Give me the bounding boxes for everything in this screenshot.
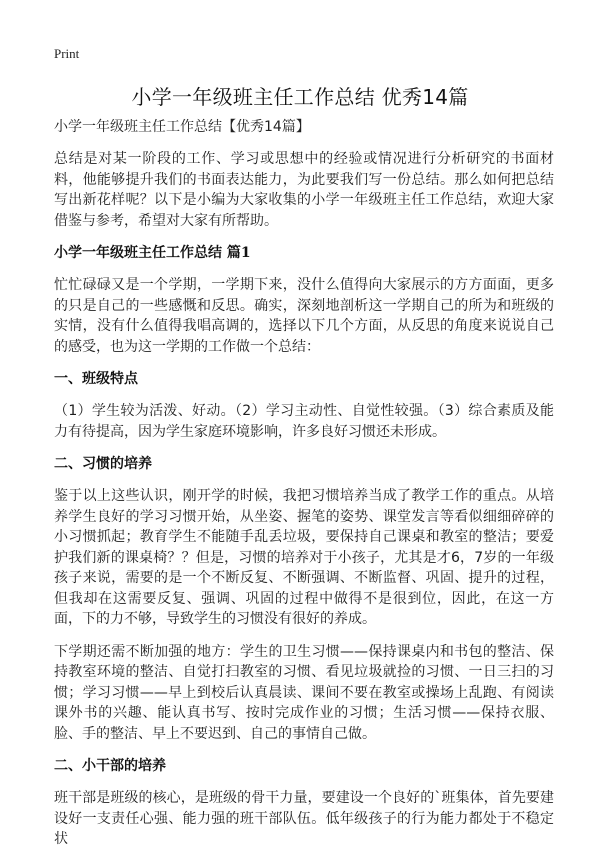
page-title: 小学一年级班主任工作总结 优秀14篇 xyxy=(131,85,469,109)
part-paragraph: 下学期还需不断加强的地方：学生的卫生习惯——保持课桌内和书包的整洁、保持教室环境的整洁、自觉打扫教室的习惯、看见垃圾就捡的习惯、一日三扫的习惯；学习习惯——早上到校后认真晨读、课间不要在教室或操场上乱跑、有阅读课外书的兴趣、能认真书写、按时完成作业的习惯；生活习惯——保持衣服、脸、手的整洁、早上不要迟到、自己的事情自己做。 xyxy=(54,643,554,742)
part-heading-class-features: 一、班级特点 xyxy=(54,371,138,387)
part-heading-habit-training: 二、习惯的培养 xyxy=(54,456,152,472)
intro-paragraph: 总结是对某一阶段的工作、学习或思想中的经验或情况进行分析研究的书面材料，他能够提升我们的书面表达能力，为此要我们写一份总结。那么如何把总结写出新花样呢？以下是小编为大家收集的小学一年级班主任工作总结，欢迎大家借鉴与参考，希望对大家有所帮助。 xyxy=(54,151,554,229)
print-label[interactable]: Print xyxy=(54,46,80,61)
part-heading-cadre-training: 二、小干部的培养 xyxy=(54,758,166,774)
section-title: 小学一年级班主任工作总结 篇1 xyxy=(54,245,251,261)
section-intro-paragraph: 忙忙碌碌又是一个学期，一学期下来，没什么值得向大家展示的方方面面，更多的只是自己的一些感慨和反思。确实，深刻地剖析这一学期自己的所为和班级的实情，没有什么值得我唱高调的，选择以下几个方面，从反思的角度来说说自己的感受，也为这一学期的工作做一个总结： xyxy=(54,277,554,355)
part-paragraph: （1）学生较为活泼、好动。（2）学习主动性、自觉性较强。（3）综合素质及能力有待提高，因为学生家庭环境影响，许多良好习惯还未形成。 xyxy=(54,403,554,440)
part-paragraph: 班干部是班级的核心，是班级的骨干力量，要建设一个良好的`班集体，首先要建设好一支责任心强、能力强的班干部队伍。低年级孩子的行为能力都处于不稳定状 xyxy=(54,790,554,847)
part-paragraph: 鉴于以上这些认识，刚开学的时候，我把习惯培养当成了教学工作的重点。从培养学生良好的学习习惯开始，从坐姿、握笔的姿势、课堂发言等看似细细碎碎的小习惯抓起；教育学生不能随手乱丢垃圾，要保持自己课桌和教室的整洁；要爱护我们新的课桌椅？？但是，习惯的培养对于小孩子，尤其是才6，7岁的一年级孩子来说，需要的是一个不断反复、不断强调、不断监督、巩固、提升的过程，但我却在这需要反复、强调、巩固的过程中做得不是很到位，因此，在这一方面，下的力不够，导致学生的习惯没有很好的养成。 xyxy=(54,488,554,627)
document-body xyxy=(54,117,554,862)
document-subtitle: 小学一年级班主任工作总结【优秀14篇】 xyxy=(54,119,310,135)
